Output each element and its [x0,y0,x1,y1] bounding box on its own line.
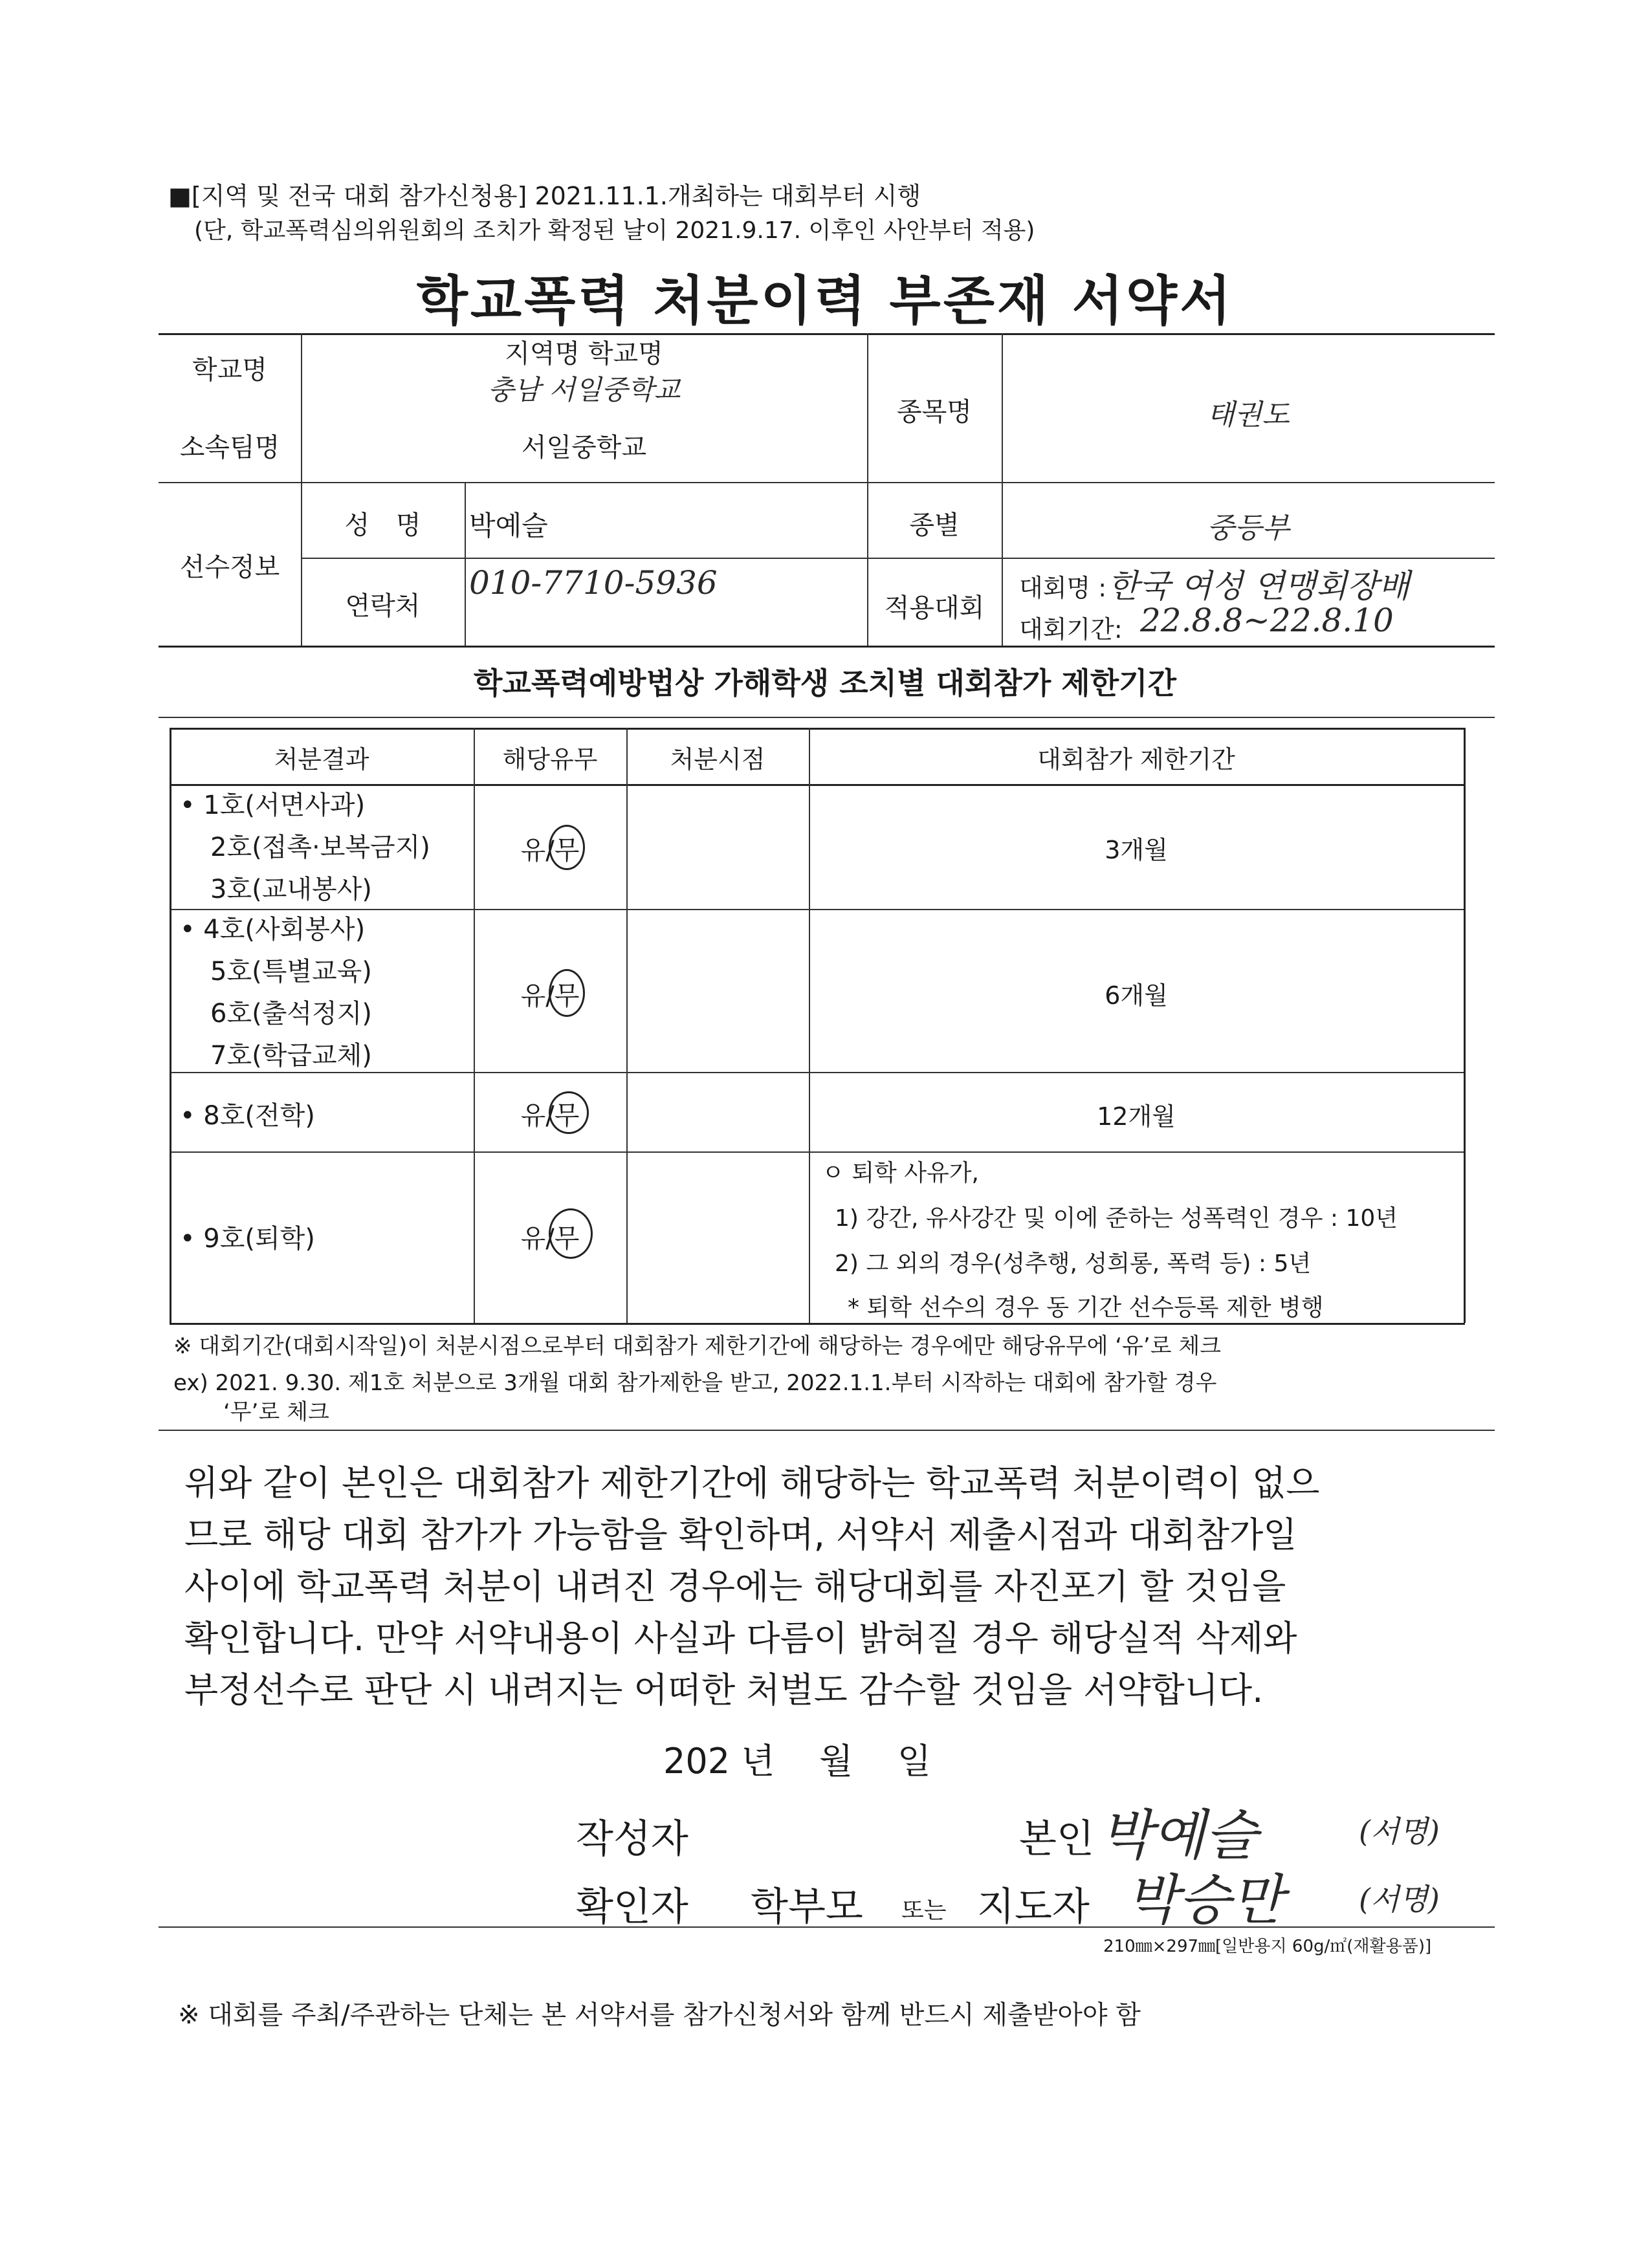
event-label: 종목명 [897,397,972,427]
row1-check: 유/무 [520,836,580,866]
coach-label: 지도자 [977,1884,1090,1930]
row4-item: • 9호(퇴학) [180,1224,315,1254]
row1-item: • 1호(서면사과) [180,791,366,820]
no-circle-mark [549,1208,593,1259]
or-label: 또는 [901,1897,947,1924]
coach-signature: 박승만 [1126,1868,1284,1932]
pledge-line: 위와 같이 본인은 대회참가 제한기간에 해당하는 학교폭력 처분이력이 없으 [184,1463,1320,1503]
row2-period: 6개월 [1105,981,1168,1010]
school-value: 충남 서일중학교 [487,374,681,406]
notice-line-1: ■[지역 및 전국 대회 참가신청용] 2021.11.1.개최하는 대회부터 시행 [168,182,921,210]
date-line: 202 년 월 일 [663,1741,932,1782]
school-header: 지역명 학교명 [505,339,663,369]
row1-item: 2호(접촉·보복금지) [210,833,430,862]
pledge-line: 사이에 학교폭력 처분이 내려진 경우에는 해당대회를 자진포기 할 것임을 [184,1566,1286,1607]
row3-check: 유/무 [520,1101,580,1131]
parent-label: 학부모 [751,1884,863,1930]
player-info-label: 선수정보 [179,552,280,582]
row3-item: • 8호(전학) [180,1101,315,1131]
name-value: 박예슬 [469,510,548,541]
header-applicable: 해당유무 [502,745,598,774]
note-1: ※ 대회기간(대회시작일)이 처분시점으로부터 대회참가 제한기간에 해당하는 경우에만 해당유무에 ‘유’로 체크 [173,1333,1222,1359]
section-title: 학교폭력예방법상 가해학생 조치별 대회참가 제한기간 [473,666,1177,701]
pledge-line: 확인합니다. 만약 서약내용이 사실과 다름이 밝혀질 경우 해당실적 삭제와 [184,1618,1297,1659]
coach-seal: (서명) [1359,1882,1440,1917]
no-circle-mark [549,825,585,870]
confirmer-label: 확인자 [576,1884,688,1930]
self-seal: (서명) [1359,1814,1440,1849]
self-signature: 박예슬 [1100,1804,1258,1867]
row1-item: 3호(교내봉사) [210,875,372,904]
competition-period-value: 22.8.8~22.8.10 [1140,602,1394,639]
competition-name-label: 대회명 : [1019,574,1107,602]
pledge-line: 므로 해당 대회 참가가 가능함을 확인하며, 서약서 제출시점과 대회참가일 [184,1514,1297,1555]
notice-line-2: (단, 학교폭력심의위원회의 조치가 확정된 날이 2021.9.17. 이후인 사안부터 적용) [194,217,1035,244]
row3-period: 12개월 [1097,1102,1176,1131]
row2-item: 7호(학급교체) [210,1041,372,1071]
row2-item: • 4호(사회봉사) [180,915,366,944]
competition-period-label: 대회기간: [1019,615,1123,644]
name-label: 성 명 [344,510,421,540]
division-label: 종별 [909,510,960,540]
no-circle-mark [549,969,585,1017]
paper-spec: 210㎜×297㎜[일반용지 60g/㎡(재활용품)] [1103,1937,1432,1956]
header-disposition-date: 처분시점 [670,745,765,774]
division-value: 중등부 [1207,512,1290,545]
competition-name-value: 한국 여성 연맹회장배 [1108,567,1410,605]
note-3: ‘무’로 체크 [223,1399,329,1425]
competition-label: 적용대회 [884,593,985,623]
school-label: 학교명 [192,355,267,385]
note-2: ex) 2021. 9.30. 제1호 처분으로 3개월 대회 참가제한을 받고, 2022.1.1.부터 시작하는 대회에 참가할 경우 [173,1370,1217,1396]
header-restriction-period: 대회참가 제한기간 [1037,745,1235,774]
row4-check: 유/무 [520,1224,580,1254]
row2-item: 6호(출석정지) [210,999,372,1029]
team-value: 서일중학교 [521,433,647,463]
writer-label: 작성자 [576,1816,688,1862]
footer-note: ※ 대회를 주최/주관하는 단체는 본 서약서를 참가신청서와 함께 반드시 제출받아야 함 [178,2000,1141,2030]
team-label: 소속팀명 [179,433,280,463]
document-title: 학교폭력 처분이력 부존재 서약서 [416,270,1234,332]
pledge-line: 부정선수로 판단 시 내려지는 어떠한 처벌도 감수할 것임을 서약합니다. [184,1670,1264,1710]
event-value: 태권도 [1207,398,1290,431]
row4-period-line: * 퇴학 선수의 경우 동 기간 선수등록 제한 병행 [848,1294,1324,1321]
row1-period: 3개월 [1105,836,1168,864]
header-result: 처분결과 [274,745,369,774]
row4-period-line: ㅇ 퇴학 사유가, [822,1160,979,1186]
contact-label: 연락처 [345,591,421,621]
no-circle-mark [549,1091,589,1134]
self-label: 본인 [1019,1816,1094,1862]
contact-value: 010-7710-5936 [469,564,718,602]
row2-check: 유/무 [520,981,580,1011]
row4-period-line: 2) 그 외의 경우(성추행, 성희롱, 폭력 등) : 5년 [835,1250,1312,1277]
row4-period-line: 1) 강간, 유사강간 및 이에 준하는 성폭력인 경우 : 10년 [835,1205,1398,1232]
row2-item: 5호(특별교육) [210,957,372,987]
